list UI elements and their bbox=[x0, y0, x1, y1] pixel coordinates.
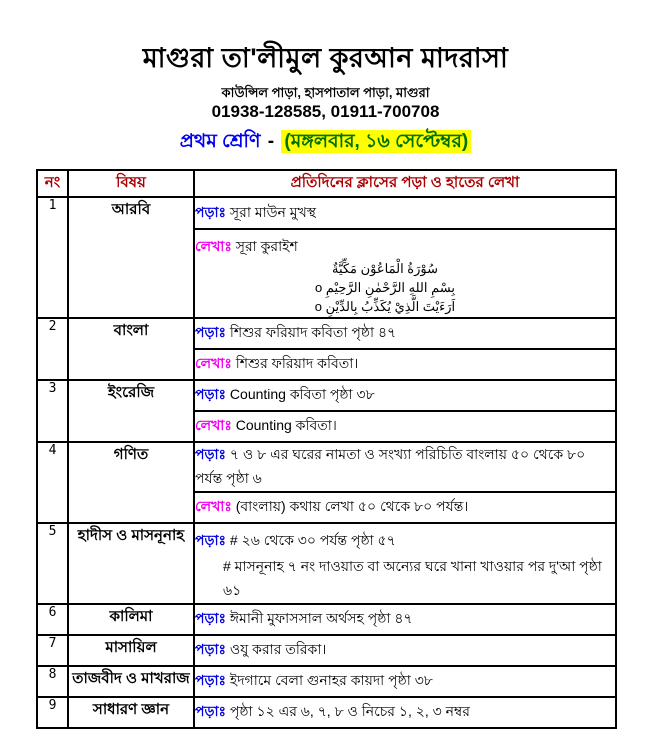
header-serial: নং bbox=[37, 170, 68, 197]
subject-cell: হাদীস ও মাসনূনাহ bbox=[68, 523, 194, 604]
arabic-line: بِسْمِ اللهِ الرَّحْمٰنِ الرَّحِيْمِ o bbox=[315, 279, 455, 295]
lekha-label: লেখাঃ bbox=[195, 498, 232, 515]
lekha-text: (বাংলায়) কথায় লেখা ৫০ থেকে ৮০ পর্যন্ত। bbox=[231, 498, 469, 515]
serial-cell: 7 bbox=[37, 635, 68, 666]
serial-cell: 5 bbox=[37, 523, 68, 604]
pora-cell bbox=[194, 697, 616, 728]
pora-label: পড়াঃ bbox=[195, 672, 227, 689]
table-row bbox=[37, 318, 616, 349]
class-line bbox=[0, 127, 651, 159]
subject-cell: মাসায়িল bbox=[68, 635, 194, 666]
header-lessons: প্রতিদিনের ক্লাসের পড়া ও হাতের লেখা bbox=[194, 170, 616, 197]
subject-cell: তাজবীদ ও মাখরাজ bbox=[68, 666, 194, 697]
class-dash: - bbox=[267, 131, 275, 152]
pora-text: ঈমানী মুফাসসাল অর্থসহ পৃষ্ঠা ৪৭ bbox=[226, 610, 413, 627]
pora-label: পড়াঃ bbox=[195, 204, 227, 220]
lekha-text: শিশুর ফরিয়াদ কবিতা। bbox=[231, 355, 359, 372]
pora-label: পড়াঃ bbox=[195, 324, 227, 341]
serial-cell: 2 bbox=[37, 318, 68, 380]
serial-cell: 4 bbox=[37, 442, 68, 523]
pora-cell bbox=[194, 666, 616, 697]
lekha-cell bbox=[194, 411, 616, 442]
class-date-highlight: (মঙ্গলবার, ১৬ সেপ্টেম্বর) bbox=[281, 130, 471, 153]
table-row bbox=[37, 635, 616, 666]
subject-cell: সাধারণ জ্ঞান bbox=[68, 697, 194, 728]
pora-label: পড়াঃ bbox=[195, 703, 227, 720]
lekha-cell bbox=[194, 229, 616, 318]
pora-cell bbox=[194, 604, 616, 635]
pora-text: ওযু করার তরিকা। bbox=[226, 641, 327, 658]
lekha-cell bbox=[194, 349, 616, 380]
lekha-text: সূরা কুরাইশ bbox=[231, 238, 298, 254]
serial-cell: 6 bbox=[37, 604, 68, 635]
pora-text: সূরা মাউন মুখস্থ bbox=[226, 204, 317, 220]
header-subject: বিষয় bbox=[68, 170, 194, 197]
table-header-row bbox=[37, 170, 616, 197]
serial-cell: 1 bbox=[37, 197, 68, 318]
table-row bbox=[37, 666, 616, 697]
subject-cell: আরবি bbox=[68, 197, 194, 318]
pora-text: Counting কবিতা পৃষ্ঠা ৩৮ bbox=[226, 386, 375, 403]
pora-label: পড়াঃ bbox=[195, 386, 227, 403]
arabic-line: سُوْرَةُ الْمَاعُوْن مَكِّيَّةٌ bbox=[331, 261, 439, 276]
subject-cell: বাংলা bbox=[68, 318, 194, 380]
pora-cell bbox=[194, 197, 616, 229]
subject-cell: ইংরেজি bbox=[68, 380, 194, 442]
class-name: প্রথম শ্রেণি bbox=[179, 131, 261, 152]
table-row bbox=[37, 604, 616, 635]
table-row bbox=[37, 523, 616, 604]
pora-text-line2: # মাসনূনাহ ৭ নং দাওয়াত বা অন্যের ঘরে খানা খাওয়ার পর দু'আ পৃষ্ঠা ৬১ bbox=[223, 557, 602, 598]
lekha-label: লেখাঃ bbox=[195, 238, 232, 254]
serial-cell: 3 bbox=[37, 380, 68, 442]
pora-text: ইদগামে বেলা গুনাহর কায়দা পৃষ্ঠা ৩৮ bbox=[226, 672, 433, 689]
pora-label: পড়াঃ bbox=[195, 445, 227, 462]
table-row bbox=[37, 380, 616, 411]
pora-cell bbox=[194, 523, 616, 604]
page-title: মাগুরা তা'লীমুল কুরআন মাদরাসা bbox=[142, 43, 509, 73]
table-row bbox=[37, 442, 616, 492]
pora-cell bbox=[194, 380, 616, 411]
table-row bbox=[37, 197, 616, 229]
subject-cell: গণিত bbox=[68, 442, 194, 523]
table-row bbox=[37, 697, 616, 728]
subject-cell: কালিমা bbox=[68, 604, 194, 635]
serial-cell: 9 bbox=[37, 697, 68, 728]
pora-text: ৭ ও ৮ এর ঘরের নামতা ও সংখ্যা পরিচিতি বাংলায় ৫০ থেকে ৮০ পর্যন্ত পৃষ্ঠা ৬ bbox=[195, 445, 586, 486]
pora-cell bbox=[194, 442, 616, 492]
lekha-label: লেখাঃ bbox=[195, 417, 232, 434]
pora-label: পড়াঃ bbox=[195, 641, 227, 658]
pora-text: # ২৬ থেকে ৩০ পর্যন্ত পৃষ্ঠা ৫৭ bbox=[226, 531, 396, 548]
pora-label: পড়াঃ bbox=[195, 610, 227, 627]
lekha-text: Counting কবিতা। bbox=[231, 417, 337, 434]
pora-cell bbox=[194, 318, 616, 349]
pora-text: শিশুর ফরিয়াদ কবিতা পৃষ্ঠা ৪৭ bbox=[226, 324, 397, 341]
lekha-cell bbox=[194, 492, 616, 523]
schedule-table bbox=[36, 169, 617, 729]
pora-cell bbox=[194, 635, 616, 666]
serial-cell: 8 bbox=[37, 666, 68, 697]
arabic-text-block bbox=[195, 260, 615, 317]
pora-text: পৃষ্ঠা ১২ এর ৬, ৭, ৮ ও নিচের ১, ২, ৩ নম্বর bbox=[226, 703, 470, 720]
pora-label: পড়াঃ bbox=[195, 531, 227, 548]
lekha-label: লেখাঃ bbox=[195, 355, 232, 372]
arabic-line: اَرَءَيْتَ الَّذِيْ يُكَذِّبُ بِالدِّيْنِ o bbox=[314, 298, 456, 314]
phone-numbers: 01938-128585, 01911-700708 bbox=[211, 102, 440, 121]
address-line: কাউন্সিল পাড়া, হাসপাতাল পাড়া, মাগুরা bbox=[221, 85, 430, 100]
